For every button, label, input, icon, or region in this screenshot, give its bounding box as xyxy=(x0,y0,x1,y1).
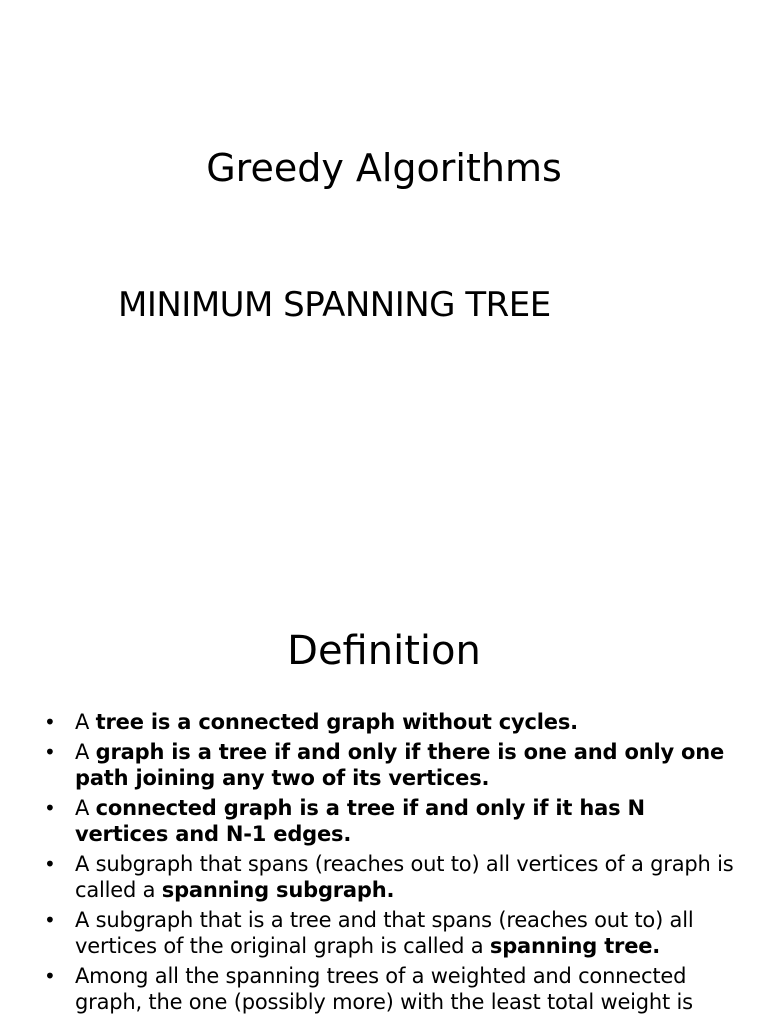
bullet-text: A xyxy=(75,740,96,764)
definition-slide xyxy=(0,575,768,1024)
bullet-icon: • xyxy=(44,796,56,820)
bullet-item xyxy=(44,907,734,959)
bullet-text: A subgraph that spans (reaches out to) all vertices of a graph is called a xyxy=(75,852,734,902)
bullet-item xyxy=(44,851,734,903)
slide-title: Definition xyxy=(287,628,481,674)
bullet-text-bold: connected graph is a tree if and only if it has N vertices and N-1 edges. xyxy=(75,796,645,846)
bullet-item xyxy=(44,963,734,1015)
bullet-icon: • xyxy=(44,852,56,876)
bullet-text: A xyxy=(75,710,96,734)
bullet-icon: • xyxy=(44,740,56,764)
bullet-text-bold: graph is a tree if and only if there is one and only one path joining any two of its vertices. xyxy=(75,740,725,790)
bullet-text-bold: tree is a connected graph without cycles. xyxy=(95,710,578,734)
bullet-icon: • xyxy=(44,908,56,932)
slide-subtitle: MINIMUM SPANNING TREE xyxy=(118,285,551,325)
bullet-icon: • xyxy=(44,710,56,734)
bullet-icon: • xyxy=(44,964,56,988)
bullet-text-bold: spanning tree. xyxy=(489,934,661,958)
bullet-text: A xyxy=(75,796,96,820)
bullet-text-bold: spanning subgraph. xyxy=(161,878,395,902)
bullet-item xyxy=(44,739,734,791)
bullet-list xyxy=(44,709,734,1019)
slide-title: Greedy Algorithms xyxy=(206,146,562,190)
bullet-text: Among all the spanning trees of a weighted and connected graph, the one (possibly more) with the least total weight is xyxy=(75,964,693,1014)
bullet-item xyxy=(44,709,734,735)
bullet-item xyxy=(44,795,734,847)
bullet-text: A subgraph that is a tree and that spans (reaches out to) all vertices of the original graph is called a xyxy=(75,908,694,958)
